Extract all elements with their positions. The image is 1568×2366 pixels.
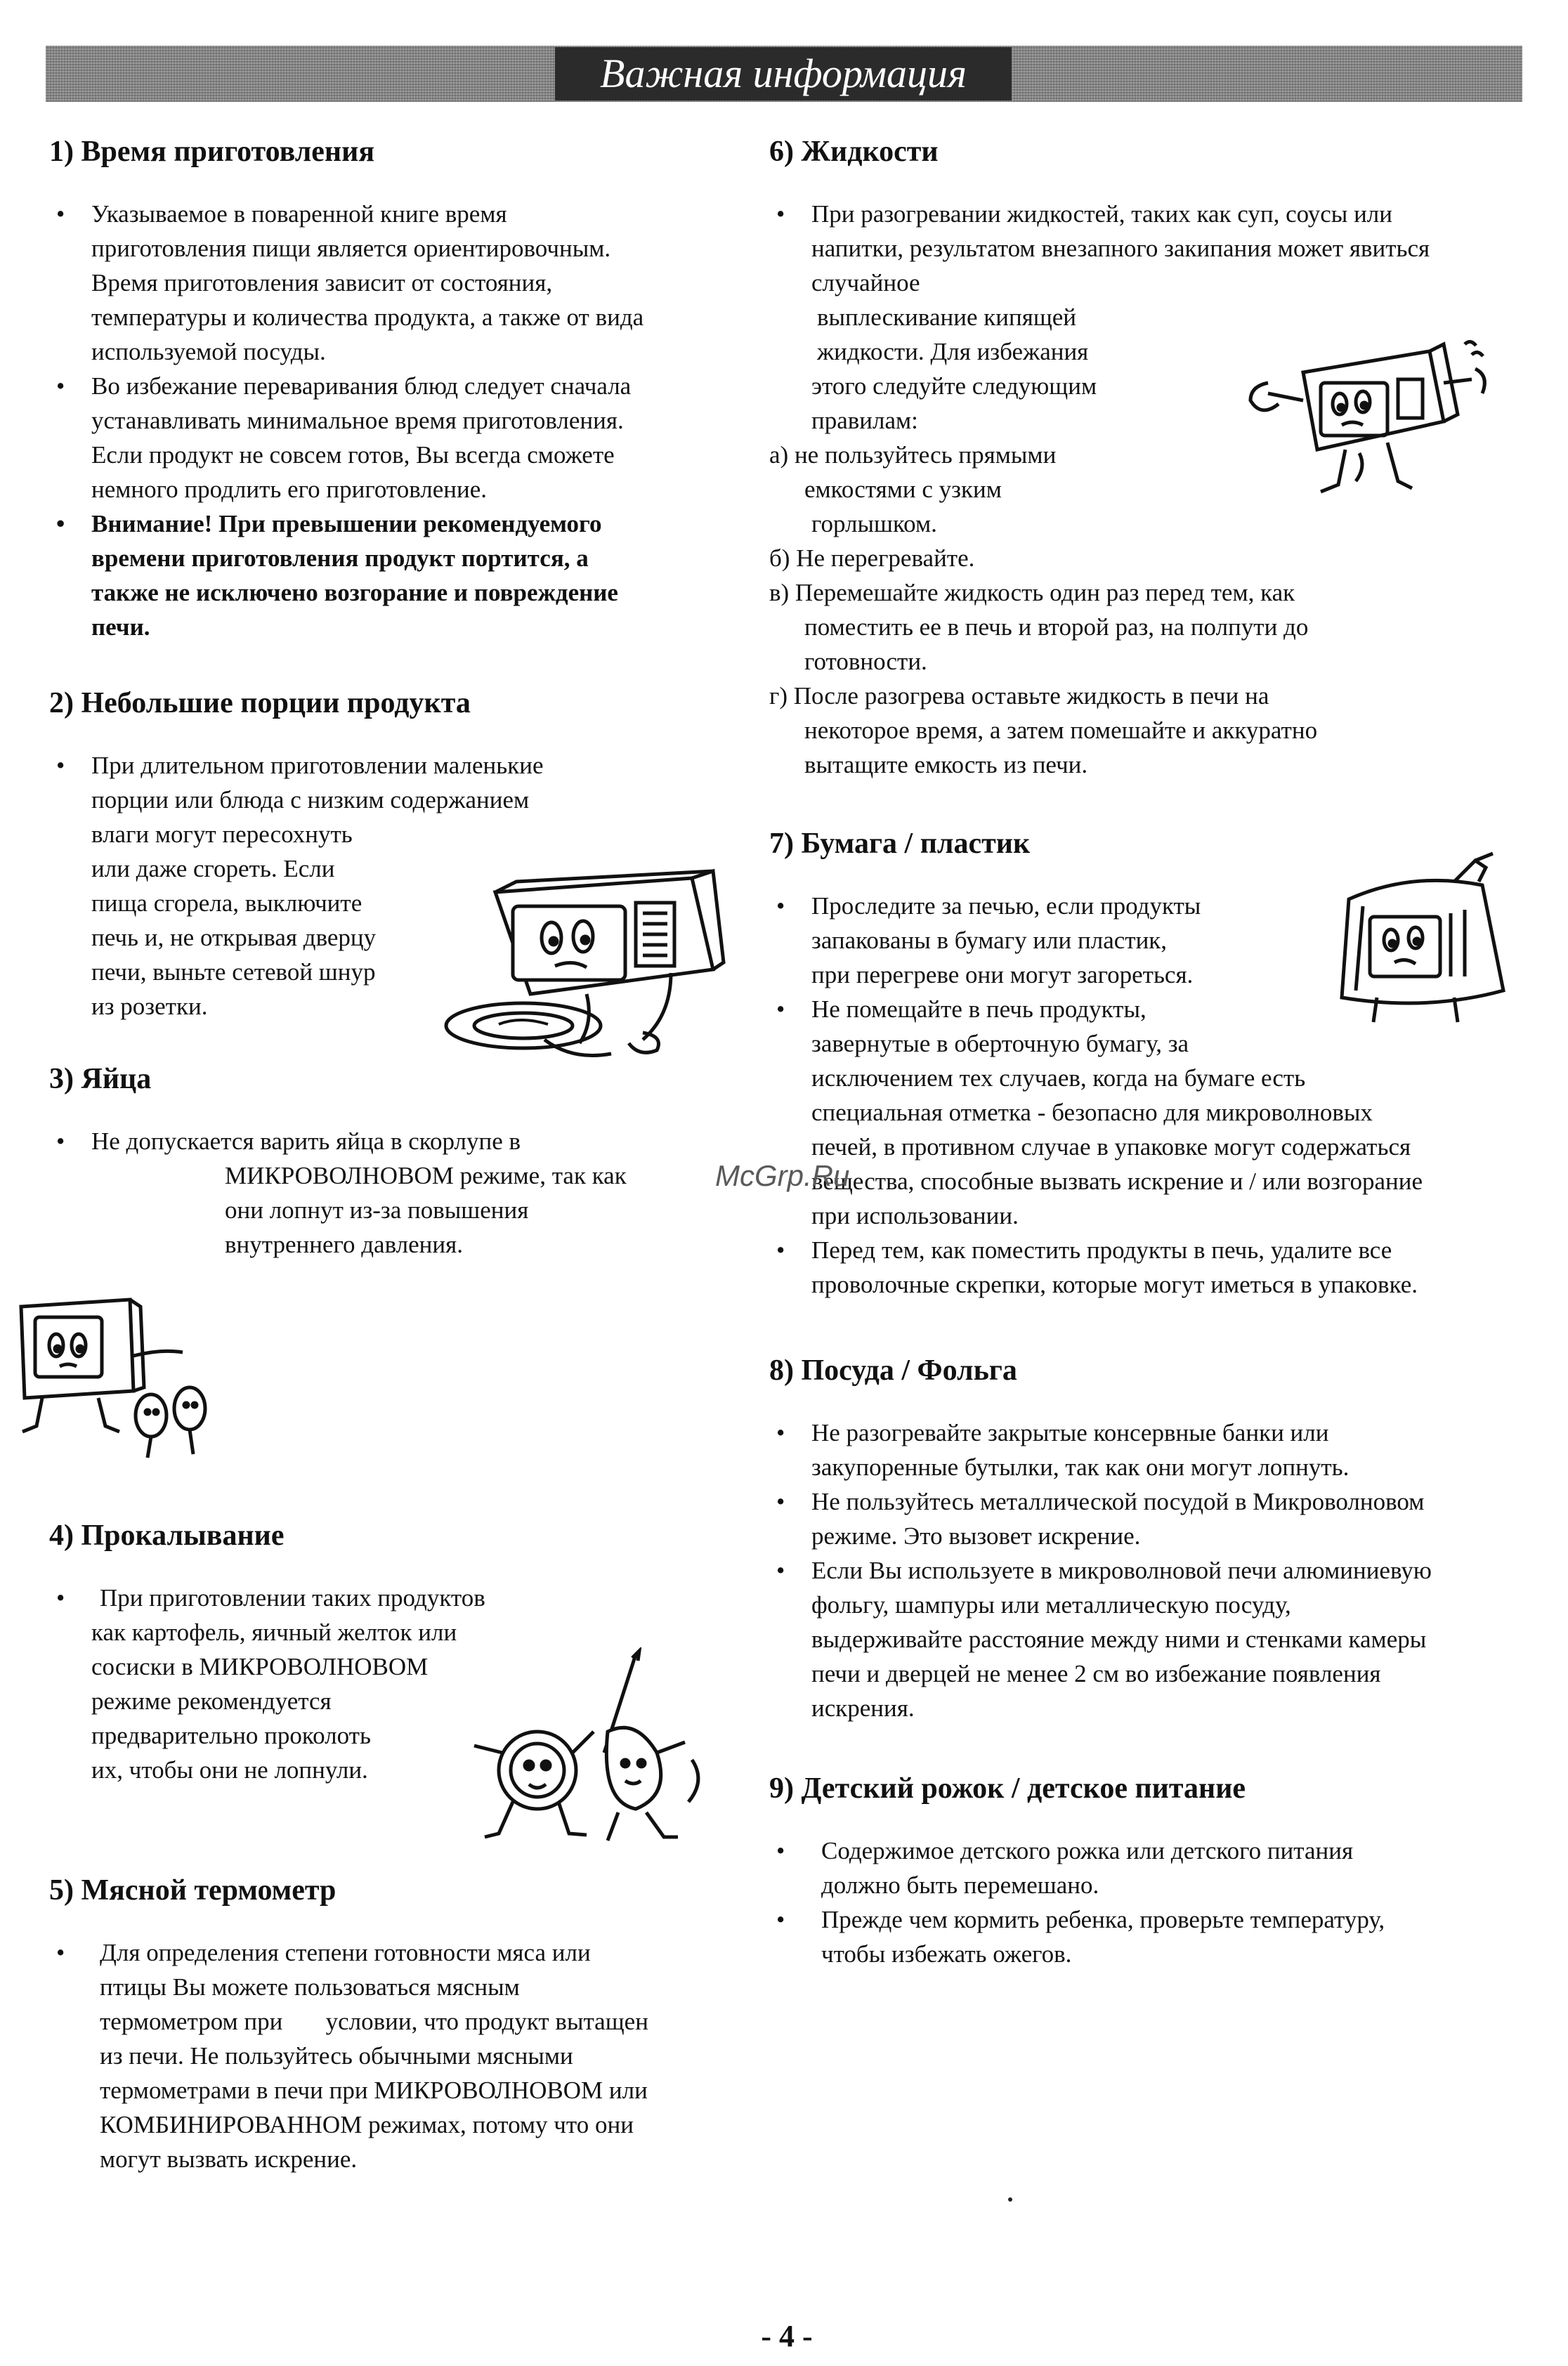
text-line: порции или блюда с низким содержанием [91,786,530,813]
text-line: также не исключено возгорание и повреждение [91,579,618,606]
microwave-plate-illustration [439,864,734,1075]
watermark: McGrp.Ru [715,1159,850,1192]
bullet: • [776,1236,785,1264]
text-line: времени приготовления продукт портится, а [91,544,589,572]
text-line: завернутые в оберточную бумагу, за [811,1030,1189,1057]
text-line: готовности. [804,648,927,675]
pierced-food-illustration [460,1647,727,1858]
text-line: правилам: [811,407,918,434]
text-line: проволочные скрепки, которые могут иметься в упаковке. [811,1271,1418,1298]
text-line: закупоренные бутылки, так как они могут лопнуть. [811,1453,1350,1481]
bullet: • [56,200,65,228]
section-title: 9) Детский рожок / детское питание [769,1772,1246,1805]
text-line: печи, выньте сетевой шнур [91,958,376,986]
bullet: • [776,1837,785,1864]
text-line: г) После разогрева оставьте жидкость в печи на [769,682,1269,710]
text-line: исключением тех случаев, когда на бумаге есть [811,1064,1306,1092]
text-line: искрения. [811,1694,915,1722]
text-line: режиме. Это вызовет искрение. [811,1522,1141,1550]
text-line: температуры и количества продукта, а также от вида [91,303,644,331]
rule-c [769,575,1549,679]
text-line: при перегреве они могут загореться. [811,961,1194,988]
rule-b: б) Не перегревайте. [769,544,975,572]
text-line: печи и дверцей не менее 2 см во избежание появления [811,1660,1381,1687]
section-eggs [49,1061,752,1262]
text-line: запакованы в бумагу или пластик, [811,927,1168,954]
text-line: Указываемое в поваренной книге время [91,200,507,228]
section-title: 6) Жидкости [769,136,939,168]
text-line: вещества, способные вызвать искрение и / или возгорание [811,1168,1423,1195]
text-line: Содержимое детского рожка или детского питания [821,1837,1354,1864]
text-line: Не пользуйтесь металлической посудой в Микроволновом [811,1488,1425,1515]
bullet: • [56,1584,65,1612]
bullet: • [776,1557,785,1584]
text-line: жидкости. Для избежания [817,338,1089,365]
text-line: Внимание! При превышении рекомендуемого [91,510,602,537]
microwave-eggs-illustration [0,1286,253,1461]
text-line: при использовании. [811,1202,1019,1229]
list-item [49,1124,752,1262]
text-line: печи. [91,613,150,641]
text-line: предварительно проколоть [91,1722,371,1749]
stray-dot [1008,2197,1012,2202]
text-line: КОМБИНИРОВАННОМ режимах, потому что они [100,2111,634,2138]
list-item [769,1416,1549,1484]
text-line: специальная отметка - безопасно для микроволновых [811,1099,1373,1126]
section-title: 3) Яйца [49,1063,152,1095]
text-line: их, чтобы они не лопнули. [91,1756,368,1784]
bullet: • [56,372,65,400]
text-line: внутреннего давления. [225,1231,463,1258]
list-item [769,1834,1549,1902]
text-line: Если продукт не совсем готов, Вы всегда сможете [91,441,615,469]
text-line: режиме рекомендуется [91,1687,332,1715]
section-title: 1) Время приготовления [49,136,375,168]
text-line: Проследите за печью, если продукты [811,892,1201,920]
text-line: из печи. Не пользуйтесь обычными мясными [100,2042,573,2070]
text-line: могут вызвать искрение. [100,2145,358,2173]
text-line: Не разогревайте закрытые консервные банки или [811,1419,1329,1446]
section-title: 2) Небольшие порции продукта [49,687,471,719]
bullet: • [776,200,785,228]
list-item [769,1902,1549,1971]
text-line: сосиски в МИКРОВОЛНОВОМ [91,1653,429,1680]
list-item [49,369,752,506]
bullet: • [776,1488,785,1515]
text-line: горлышком. [811,510,937,537]
text-line: печь и, не открывая дверцу [91,924,377,951]
bullet: • [56,1939,65,1966]
text-line: Перед тем, как поместить продукты в печь, удалите все [811,1236,1392,1264]
text-line: печей, в противном случае в упаковке могут содержаться [811,1133,1411,1161]
text-line: При приготовлении таких продуктов [100,1584,485,1612]
section-cooking-time [49,133,752,644]
section-baby-food [769,1770,1549,1971]
text-line: Для определения степени готовности мяса или [100,1939,591,1966]
section-title: 8) Посуда / Фольга [769,1354,1017,1387]
text-line: При разогревании жидкостей, таких как суп, соусы или [811,200,1392,228]
text-line: напитки, результатом внезапного закипания может явиться [811,235,1430,262]
text-line: Прежде чем кормить ребенка, проверьте температуру, [821,1906,1385,1933]
text-line: термометрами в печи при МИКРОВОЛНОВОМ или [100,2077,648,2104]
text-line: как картофель, яичный желток или [91,1619,457,1646]
text-line: приготовления пищи является ориентировочным. [91,235,611,262]
page-number: - 4 - [761,2319,813,2353]
text-line: вытащите емкость из печи. [804,751,1088,778]
text-line: термометром при условии, что продукт вытащен [100,2008,648,2035]
text-line: выдерживайте расстояние между ними и стенками камеры [811,1626,1427,1653]
text-line: Время приготовления зависит от состояния, [91,269,553,296]
section-title: 4) Прокалывание [49,1519,285,1552]
list-item [49,1935,752,2176]
bullet: • [56,752,65,779]
text-line: чтобы избежать ожегов. [821,1940,1072,1968]
list-item [769,1233,1549,1302]
text-line: случайное [811,269,920,296]
text-line: этого следуйте следующим [811,372,1097,400]
text-line: должно быть перемешано. [821,1871,1099,1899]
page-title: Важная информация [555,47,1012,100]
bullet: • [56,510,65,537]
text-line: немного продлить его приготовление. [91,476,488,503]
wrapped-microwave-illustration [1321,850,1524,1033]
section-title: 5) Мясной термометр [49,1874,337,1907]
text-line: используемой посуды. [91,338,326,365]
text-line: Во избежание переваривания блюд следует сначала [91,372,632,400]
text-line: емкостями с узким [804,476,1002,503]
bullet: • [56,1128,65,1155]
text-line: поместить ее в печь и второй раз, на полпути до [804,613,1309,641]
text-line: Если Вы используете в микроволновой печи алюминиевую [811,1557,1432,1584]
boiling-microwave-illustration [1226,337,1500,520]
section-dishes-foil [769,1352,1549,1725]
text-line: Не допускается варить яйца в скорлупе в [91,1128,521,1155]
text-line: некоторое время, а затем помешайте и аккуратно [804,717,1318,744]
text-line: влаги могут пересохнуть [91,821,353,848]
list-item [49,197,752,369]
text-line: устанавливать минимальное время приготовления. [91,407,624,434]
text-line: в) Перемешайте жидкость один раз перед тем, как [769,579,1295,606]
list-item [769,1484,1549,1553]
text-line: выплескивание кипящей [817,303,1077,331]
text-line: МИКРОВОЛНОВОМ режиме, так как [225,1162,627,1189]
text-line: При длительном приготовлении маленькие [91,752,544,779]
text-line: из розетки. [91,993,208,1020]
text-line: птицы Вы можете пользоваться мясным [100,1973,520,2001]
bullet: • [776,995,785,1023]
text-line: Не помещайте в печь продукты, [811,995,1146,1023]
text-line: пища сгорела, выключите [91,889,362,917]
section-meat-thermometer [49,1872,752,2176]
rule-d [769,679,1549,782]
text-line: они лопнут из-за повышения [225,1196,529,1224]
text-line: фольгу, шампуры или металлическую посуду, [811,1591,1291,1619]
section-title: 7) Бумага / пластик [769,828,1031,860]
warning-item [49,506,752,644]
list-item [769,1553,1549,1725]
bullet: • [776,892,785,920]
text-line: а) не пользуйтесь прямыми [769,441,1057,469]
bullet: • [776,1419,785,1446]
text-line: или даже сгореть. Если [91,855,335,882]
bullet: • [776,1906,785,1933]
